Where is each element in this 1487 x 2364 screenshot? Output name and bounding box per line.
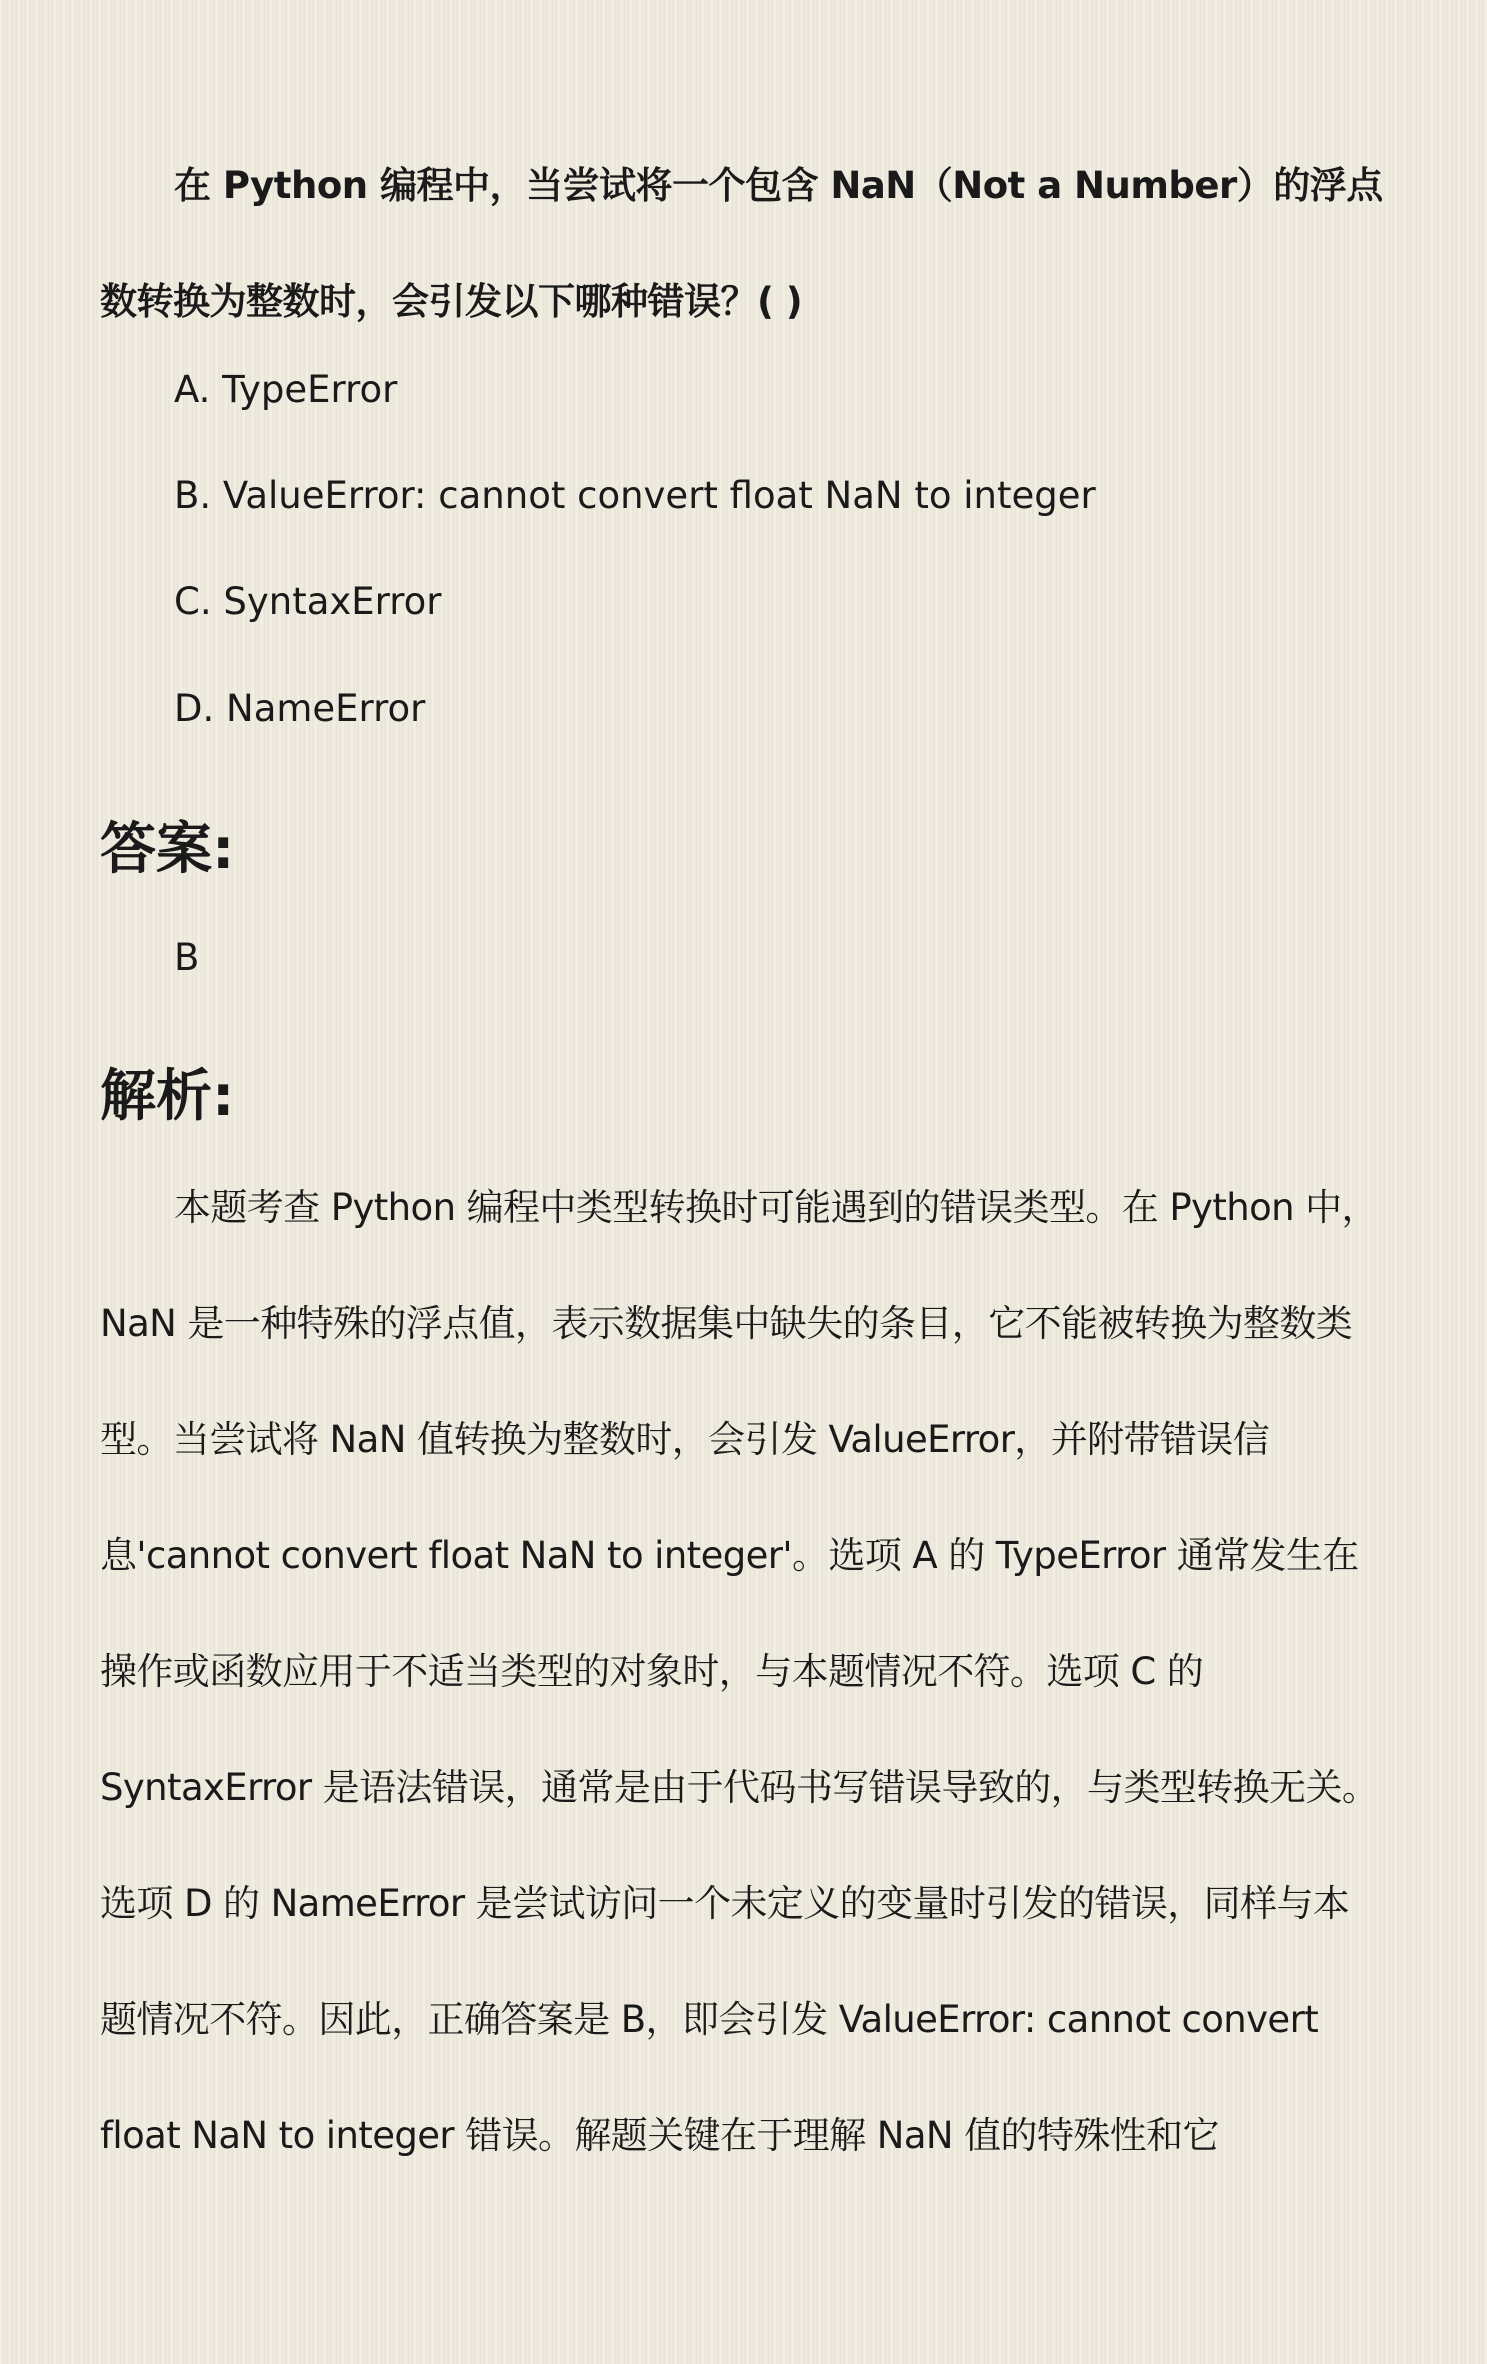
option-b: B. ValueError: cannot convert float NaN to integer	[174, 474, 1096, 517]
option-a: A. TypeError	[174, 368, 398, 411]
question-text: 在 Python 编程中，当尝试将一个包含 NaN（Not a Number）的浮点数转换为整数时，会引发以下哪种错误？( )	[100, 164, 1383, 323]
answer-value: B	[174, 936, 200, 979]
option-c: C. SyntaxError	[174, 580, 442, 623]
answer-heading: 答案:	[100, 817, 235, 882]
option-d: D. NameError	[174, 687, 426, 730]
analysis-heading: 解析:	[100, 1064, 235, 1129]
analysis-text: 本题考查 Python 编程中类型转换时可能遇到的错误类型。在 Python 中，NaN 是一种特殊的浮点值，表示数据集中缺失的条目，它不能被转换为整数类型。当尝试将 NaN 值转换为整数时，会引发 ValueError，并附带错误信息'cannot convert float NaN to integer'。选项 A 的 TypeError 通常发生在操作或函数应用于不适当类型的对象时，与本题情况不符。选项 C 的 SyntaxError 是语法错误，通常是由于代码书写错误导致的，与类型转换无关。选项 D 的 NameError 是尝试访问一个未定义的变量时引发的错误，同样与本题情况不符。因此，正确答案是 B，即会引发 ValueError: cannot convert float NaN to integer 错误。解题关键在于理解 NaN 值的特殊性和它	[100, 1186, 1379, 2157]
